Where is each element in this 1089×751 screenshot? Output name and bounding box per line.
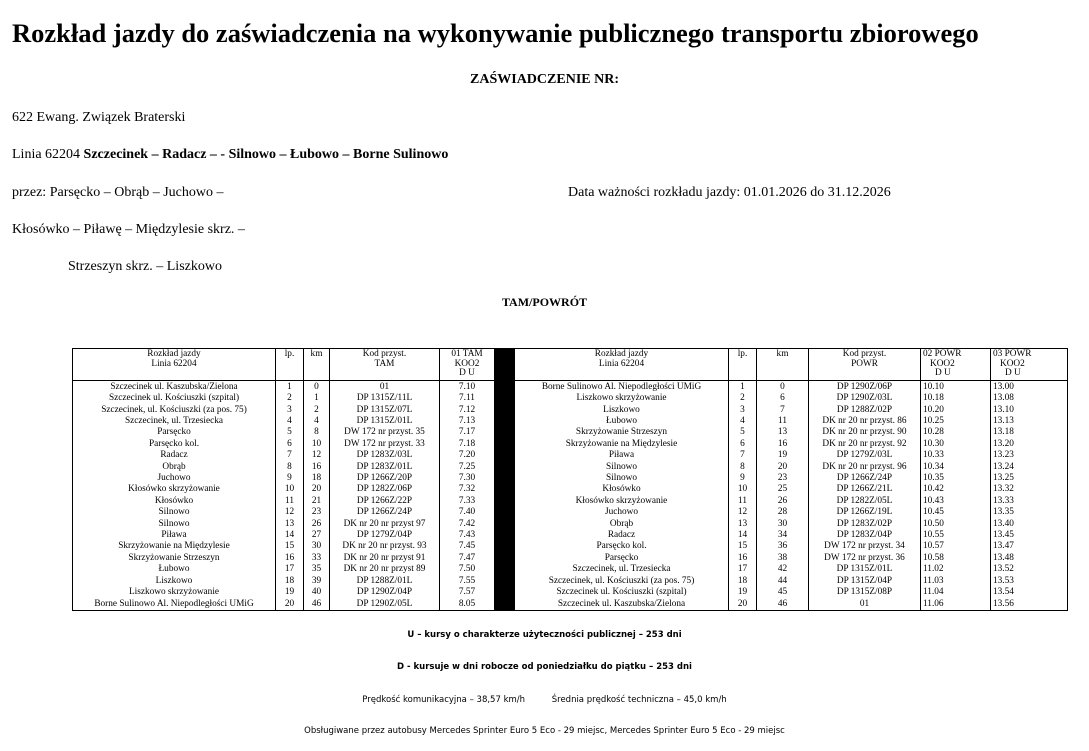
cell-time-03: 13.45 bbox=[991, 530, 1068, 541]
validity-dates: Data ważności rozkładu jazdy: 01.01.2026 do 31.12.2026 bbox=[568, 185, 891, 200]
cell-time-02: 10.25 bbox=[921, 416, 991, 427]
line-number: Linia 62204 bbox=[12, 147, 81, 162]
cell-inbound-lp: 13 bbox=[729, 519, 757, 530]
header-inbound-km: km bbox=[757, 349, 809, 381]
cell-time-02: 10.34 bbox=[921, 462, 991, 473]
table-row bbox=[73, 576, 1068, 587]
cell-outbound-lp: 5 bbox=[276, 427, 304, 438]
table-separator bbox=[495, 564, 515, 575]
cell-inbound-km: 26 bbox=[757, 496, 809, 507]
header-course-03: 03 POWR KOO2 D U bbox=[991, 349, 1068, 381]
cell-time-03: 13.35 bbox=[991, 507, 1068, 518]
cell-inbound-stop: Skrzyżowanie na Międzylesie bbox=[515, 439, 729, 450]
header-outbound-lp: lp. bbox=[276, 349, 304, 381]
cell-time-03: 13.53 bbox=[991, 576, 1068, 587]
cell-outbound-code: DP 1266Z/24P bbox=[330, 507, 440, 518]
cell-time-03: 13.52 bbox=[991, 564, 1068, 575]
cell-time-03: 13.54 bbox=[991, 587, 1068, 598]
cell-inbound-lp: 7 bbox=[729, 450, 757, 461]
table-separator bbox=[495, 576, 515, 587]
table-row bbox=[73, 530, 1068, 541]
cell-inbound-km: 7 bbox=[757, 405, 809, 416]
cell-time-02: 10.10 bbox=[921, 380, 991, 393]
cell-outbound-km: 39 bbox=[304, 576, 330, 587]
cell-time-03: 13.10 bbox=[991, 405, 1068, 416]
header-outbound-km: km bbox=[304, 349, 330, 381]
table-separator bbox=[495, 484, 515, 495]
cell-inbound-code: DK nr 20 nr przyst. 96 bbox=[809, 462, 921, 473]
cell-outbound-km: 16 bbox=[304, 462, 330, 473]
cell-time-03: 13.25 bbox=[991, 473, 1068, 484]
cell-inbound-code: DP 1315Z/01L bbox=[809, 564, 921, 575]
cell-outbound-lp: 20 bbox=[276, 599, 304, 611]
cell-inbound-lp: 10 bbox=[729, 484, 757, 495]
cell-outbound-code: DP 1266Z/22P bbox=[330, 496, 440, 507]
cell-outbound-stop: Radacz bbox=[73, 450, 276, 461]
cell-outbound-code: DK nr 20 nr przyst 97 bbox=[330, 519, 440, 530]
cell-time-03: 13.23 bbox=[991, 450, 1068, 461]
cell-time-01: 7.47 bbox=[440, 553, 495, 564]
cell-outbound-stop: Silnowo bbox=[73, 519, 276, 530]
cell-outbound-stop: Szczecinek, ul. Kościuszki (za pos. 75) bbox=[73, 405, 276, 416]
cell-inbound-stop: Piława bbox=[515, 450, 729, 461]
cell-outbound-code: DP 1279Z/04P bbox=[330, 530, 440, 541]
table-row bbox=[73, 507, 1068, 518]
cell-inbound-lp: 19 bbox=[729, 587, 757, 598]
table-row bbox=[73, 380, 1068, 393]
cell-outbound-stop: Kłosówko bbox=[73, 496, 276, 507]
cell-time-03: 13.18 bbox=[991, 427, 1068, 438]
table-row bbox=[73, 541, 1068, 552]
cell-inbound-code: DP 1315Z/08P bbox=[809, 587, 921, 598]
cell-outbound-code: DK nr 20 nr przyst 89 bbox=[330, 564, 440, 575]
cell-outbound-lp: 10 bbox=[276, 484, 304, 495]
cell-outbound-stop: Szczecinek, ul. Trzesiecka bbox=[73, 416, 276, 427]
cell-time-03: 13.24 bbox=[991, 462, 1068, 473]
cell-outbound-code: DW 172 nr przyst. 35 bbox=[330, 427, 440, 438]
cell-outbound-km: 26 bbox=[304, 519, 330, 530]
cell-outbound-code: DP 1290Z/05L bbox=[330, 599, 440, 611]
cell-time-02: 10.45 bbox=[921, 507, 991, 518]
table-separator bbox=[495, 496, 515, 507]
cell-outbound-code: DP 1282Z/06P bbox=[330, 484, 440, 495]
cell-inbound-lp: 17 bbox=[729, 564, 757, 575]
cell-inbound-km: 11 bbox=[757, 416, 809, 427]
cell-time-02: 10.35 bbox=[921, 473, 991, 484]
table-row bbox=[73, 587, 1068, 598]
cell-time-01: 7.57 bbox=[440, 587, 495, 598]
cell-inbound-km: 44 bbox=[757, 576, 809, 587]
table-separator bbox=[495, 427, 515, 438]
direction-heading: TAM/POWRÓT bbox=[501, 295, 588, 309]
cell-outbound-km: 10 bbox=[304, 439, 330, 450]
table-separator bbox=[495, 507, 515, 518]
cell-outbound-code: DP 1315Z/07L bbox=[330, 405, 440, 416]
cell-outbound-lp: 19 bbox=[276, 587, 304, 598]
cell-outbound-code: DK nr 20 nr przyst 91 bbox=[330, 553, 440, 564]
cell-inbound-lp: 18 bbox=[729, 576, 757, 587]
table-separator bbox=[495, 349, 515, 381]
cell-inbound-code: DP 1283Z/02P bbox=[809, 519, 921, 530]
table-row bbox=[73, 599, 1068, 611]
header-outbound-code: Kod przyst. TAM bbox=[330, 349, 440, 381]
cell-time-02: 10.18 bbox=[921, 393, 991, 404]
cell-outbound-lp: 13 bbox=[276, 519, 304, 530]
cell-outbound-stop: Skrzyżowanie na Międzylesie bbox=[73, 541, 276, 552]
cell-inbound-km: 38 bbox=[757, 553, 809, 564]
cell-outbound-km: 35 bbox=[304, 564, 330, 575]
cell-time-01: 7.12 bbox=[440, 405, 495, 416]
cell-inbound-stop: Parsęcko bbox=[515, 553, 729, 564]
cell-inbound-km: 19 bbox=[757, 450, 809, 461]
cell-time-03: 13.56 bbox=[991, 599, 1068, 611]
cell-inbound-lp: 20 bbox=[729, 599, 757, 611]
cell-outbound-lp: 4 bbox=[276, 416, 304, 427]
cell-inbound-code: DK nr 20 nr przyst. 92 bbox=[809, 439, 921, 450]
route-name: Szczecinek – Radacz – - Silnowo – Łubowo – Borne Sulinowo bbox=[83, 147, 449, 162]
cell-inbound-code: DW 172 nr przyst. 36 bbox=[809, 553, 921, 564]
cell-time-02: 10.58 bbox=[921, 553, 991, 564]
header-course-02: 02 POWR KOO2 D U bbox=[921, 349, 991, 381]
cell-inbound-code: DK nr 20 nr przyst. 90 bbox=[809, 427, 921, 438]
cell-time-01: 8.05 bbox=[440, 599, 495, 611]
cell-time-03: 13.00 bbox=[991, 380, 1068, 393]
cell-outbound-km: 1 bbox=[304, 393, 330, 404]
speed-info bbox=[0, 695, 1089, 705]
table-row bbox=[73, 564, 1068, 575]
table-separator bbox=[495, 541, 515, 552]
cell-inbound-km: 23 bbox=[757, 473, 809, 484]
cell-time-01: 7.30 bbox=[440, 473, 495, 484]
cell-inbound-km: 30 bbox=[757, 519, 809, 530]
cell-outbound-lp: 3 bbox=[276, 405, 304, 416]
operator-name: 622 Ewang. Związek Braterski bbox=[12, 110, 186, 125]
cell-outbound-stop: Piława bbox=[73, 530, 276, 541]
cell-inbound-stop: Borne Sulinowo Al. Niepodległości UMiG bbox=[515, 380, 729, 393]
cell-outbound-stop: Liszkowo skrzyżowanie bbox=[73, 587, 276, 598]
cell-inbound-lp: 5 bbox=[729, 427, 757, 438]
cell-outbound-code: DP 1288Z/01L bbox=[330, 576, 440, 587]
cell-outbound-lp: 7 bbox=[276, 450, 304, 461]
cell-time-02: 11.04 bbox=[921, 587, 991, 598]
table-row bbox=[73, 450, 1068, 461]
header-inbound-code: Kod przyst. POWR bbox=[809, 349, 921, 381]
note-d: D - kursuje w dni robocze od poniedziałku do piątku – 253 dni bbox=[397, 662, 692, 672]
cell-time-02: 11.03 bbox=[921, 576, 991, 587]
certificate-number: ZAŚWIADCZENIE NR: bbox=[470, 72, 619, 87]
route-via-3: Strzeszyn skrz. – Liszkowo bbox=[68, 259, 222, 274]
fleet-info: Obsługiwane przez autobusy Mercedes Sprinter Euro 5 Eco - 29 miejsc, Mercedes Sprinter Euro 5 Eco - 29 miejsc bbox=[304, 726, 785, 736]
cell-outbound-km: 12 bbox=[304, 450, 330, 461]
cell-inbound-stop: Liszkowo skrzyżowanie bbox=[515, 393, 729, 404]
cell-inbound-stop: Radacz bbox=[515, 530, 729, 541]
cell-inbound-stop: Liszkowo bbox=[515, 405, 729, 416]
cell-time-01: 7.55 bbox=[440, 576, 495, 587]
cell-outbound-stop: Borne Sulinowo Al. Niepodległości UMiG bbox=[73, 599, 276, 611]
cell-time-03: 13.32 bbox=[991, 484, 1068, 495]
cell-outbound-stop: Juchowo bbox=[73, 473, 276, 484]
cell-inbound-code: DP 1266Z/24P bbox=[809, 473, 921, 484]
cell-outbound-km: 30 bbox=[304, 541, 330, 552]
cell-time-01: 7.43 bbox=[440, 530, 495, 541]
table-row bbox=[73, 519, 1068, 530]
cell-inbound-km: 36 bbox=[757, 541, 809, 552]
table-row bbox=[73, 439, 1068, 450]
cell-inbound-km: 20 bbox=[757, 462, 809, 473]
header-inbound-stop: Rozkład jazdy Linia 62204 bbox=[515, 349, 729, 381]
cell-time-02: 10.30 bbox=[921, 439, 991, 450]
cell-outbound-stop: Szczecinek ul. Kaszubska/Zielona bbox=[73, 380, 276, 393]
cell-time-02: 11.02 bbox=[921, 564, 991, 575]
timetable-header bbox=[73, 349, 1068, 381]
cell-inbound-stop: Łubowo bbox=[515, 416, 729, 427]
table-separator bbox=[495, 439, 515, 450]
table-separator bbox=[495, 462, 515, 473]
cell-inbound-stop: Szczecinek, ul. Trzesiecka bbox=[515, 564, 729, 575]
cell-outbound-km: 23 bbox=[304, 507, 330, 518]
cell-time-02: 10.42 bbox=[921, 484, 991, 495]
cell-time-01: 7.33 bbox=[440, 496, 495, 507]
cell-outbound-km: 27 bbox=[304, 530, 330, 541]
document-title: Rozkład jazdy do zaświadczenia na wykonywanie publicznego transportu zbiorowego bbox=[12, 18, 979, 48]
table-row bbox=[73, 405, 1068, 416]
cell-time-03: 13.08 bbox=[991, 393, 1068, 404]
cell-inbound-code: DP 1266Z/19L bbox=[809, 507, 921, 518]
table-row bbox=[73, 484, 1068, 495]
cell-outbound-code: DP 1315Z/01L bbox=[330, 416, 440, 427]
cell-inbound-lp: 6 bbox=[729, 439, 757, 450]
cell-outbound-lp: 12 bbox=[276, 507, 304, 518]
cell-outbound-km: 8 bbox=[304, 427, 330, 438]
table-separator bbox=[495, 393, 515, 404]
route-via-2: Kłosówko – Piławę – Międzylesie skrz. – bbox=[12, 222, 245, 237]
cell-inbound-code: DP 1282Z/05L bbox=[809, 496, 921, 507]
table-row bbox=[73, 496, 1068, 507]
cell-inbound-code: DP 1266Z/21L bbox=[809, 484, 921, 495]
cell-inbound-code: DP 1315Z/04P bbox=[809, 576, 921, 587]
cell-outbound-km: 2 bbox=[304, 405, 330, 416]
header-course-01: 01 TAM KOO2 D U bbox=[440, 349, 495, 381]
cell-inbound-lp: 16 bbox=[729, 553, 757, 564]
table-row bbox=[73, 473, 1068, 484]
speed-technical: Średnia prędkość techniczna – 45,0 km/h bbox=[551, 695, 727, 705]
cell-time-02: 10.55 bbox=[921, 530, 991, 541]
header-outbound-stop: Rozkład jazdy Linia 62204 bbox=[73, 349, 276, 381]
cell-inbound-lp: 8 bbox=[729, 462, 757, 473]
cell-inbound-code: DP 1290Z/06P bbox=[809, 380, 921, 393]
cell-outbound-code: DP 1283Z/03L bbox=[330, 450, 440, 461]
cell-inbound-stop: Obrąb bbox=[515, 519, 729, 530]
table-row bbox=[73, 427, 1068, 438]
table-row bbox=[73, 416, 1068, 427]
cell-time-01: 7.20 bbox=[440, 450, 495, 461]
cell-inbound-stop: Skrzyżowanie Strzeszyn bbox=[515, 427, 729, 438]
cell-outbound-code: DP 1290Z/04P bbox=[330, 587, 440, 598]
cell-inbound-stop: Kłosówko skrzyżowanie bbox=[515, 496, 729, 507]
cell-outbound-km: 18 bbox=[304, 473, 330, 484]
cell-outbound-stop: Liszkowo bbox=[73, 576, 276, 587]
cell-outbound-lp: 6 bbox=[276, 439, 304, 450]
cell-outbound-lp: 15 bbox=[276, 541, 304, 552]
cell-inbound-stop: Szczecinek ul. Kaszubska/Zielona bbox=[515, 599, 729, 611]
table-row bbox=[73, 393, 1068, 404]
cell-inbound-lp: 15 bbox=[729, 541, 757, 552]
cell-inbound-km: 46 bbox=[757, 599, 809, 611]
cell-outbound-km: 40 bbox=[304, 587, 330, 598]
cell-inbound-code: DP 1279Z/03L bbox=[809, 450, 921, 461]
cell-inbound-stop: Juchowo bbox=[515, 507, 729, 518]
cell-time-02: 10.28 bbox=[921, 427, 991, 438]
timetable bbox=[72, 348, 1068, 611]
table-separator bbox=[495, 416, 515, 427]
cell-inbound-stop: Silnowo bbox=[515, 462, 729, 473]
cell-inbound-km: 28 bbox=[757, 507, 809, 518]
cell-time-03: 13.40 bbox=[991, 519, 1068, 530]
cell-outbound-stop: Łubowo bbox=[73, 564, 276, 575]
table-separator bbox=[495, 553, 515, 564]
table-separator bbox=[495, 450, 515, 461]
cell-time-01: 7.11 bbox=[440, 393, 495, 404]
cell-time-03: 13.33 bbox=[991, 496, 1068, 507]
cell-time-01: 7.10 bbox=[440, 380, 495, 393]
cell-outbound-lp: 14 bbox=[276, 530, 304, 541]
table-separator bbox=[495, 599, 515, 611]
cell-outbound-km: 20 bbox=[304, 484, 330, 495]
cell-outbound-lp: 17 bbox=[276, 564, 304, 575]
cell-time-01: 7.40 bbox=[440, 507, 495, 518]
cell-inbound-lp: 4 bbox=[729, 416, 757, 427]
cell-time-02: 10.20 bbox=[921, 405, 991, 416]
route-line bbox=[12, 147, 448, 163]
cell-inbound-code: DP 1288Z/02P bbox=[809, 405, 921, 416]
route-via-1: przez: Parsęcko – Obrąb – Juchowo – bbox=[12, 185, 224, 200]
cell-outbound-lp: 1 bbox=[276, 380, 304, 393]
cell-outbound-lp: 16 bbox=[276, 553, 304, 564]
cell-inbound-lp: 11 bbox=[729, 496, 757, 507]
cell-inbound-km: 16 bbox=[757, 439, 809, 450]
cell-time-02: 10.57 bbox=[921, 541, 991, 552]
cell-inbound-lp: 2 bbox=[729, 393, 757, 404]
cell-outbound-lp: 9 bbox=[276, 473, 304, 484]
cell-outbound-stop: Parsęcko kol. bbox=[73, 439, 276, 450]
cell-time-03: 13.13 bbox=[991, 416, 1068, 427]
cell-outbound-code: DP 1315Z/11L bbox=[330, 393, 440, 404]
table-row bbox=[73, 553, 1068, 564]
cell-outbound-stop: Szczecinek ul. Kościuszki (szpital) bbox=[73, 393, 276, 404]
cell-time-01: 7.13 bbox=[440, 416, 495, 427]
cell-inbound-km: 25 bbox=[757, 484, 809, 495]
cell-inbound-stop: Szczecinek, ul. Kościuszki (za pos. 75) bbox=[515, 576, 729, 587]
cell-outbound-lp: 2 bbox=[276, 393, 304, 404]
table-row bbox=[73, 462, 1068, 473]
table-separator bbox=[495, 405, 515, 416]
cell-outbound-code: DK nr 20 nr przyst. 93 bbox=[330, 541, 440, 552]
cell-inbound-code: DP 1290Z/03L bbox=[809, 393, 921, 404]
cell-inbound-stop: Silnowo bbox=[515, 473, 729, 484]
cell-outbound-km: 0 bbox=[304, 380, 330, 393]
cell-time-02: 11.06 bbox=[921, 599, 991, 611]
cell-outbound-km: 46 bbox=[304, 599, 330, 611]
cell-outbound-stop: Skrzyżowanie Strzeszyn bbox=[73, 553, 276, 564]
table-separator bbox=[495, 530, 515, 541]
cell-inbound-code: DK nr 20 nr przyst. 86 bbox=[809, 416, 921, 427]
cell-outbound-stop: Parsęcko bbox=[73, 427, 276, 438]
cell-time-02: 10.43 bbox=[921, 496, 991, 507]
cell-time-01: 7.50 bbox=[440, 564, 495, 575]
cell-outbound-km: 33 bbox=[304, 553, 330, 564]
cell-time-03: 13.48 bbox=[991, 553, 1068, 564]
cell-inbound-lp: 1 bbox=[729, 380, 757, 393]
cell-inbound-km: 6 bbox=[757, 393, 809, 404]
cell-inbound-lp: 14 bbox=[729, 530, 757, 541]
cell-time-03: 13.20 bbox=[991, 439, 1068, 450]
cell-inbound-stop: Szczecinek ul. Kościuszki (szpital) bbox=[515, 587, 729, 598]
cell-time-01: 7.32 bbox=[440, 484, 495, 495]
cell-inbound-lp: 3 bbox=[729, 405, 757, 416]
cell-time-03: 13.47 bbox=[991, 541, 1068, 552]
table-separator bbox=[495, 587, 515, 598]
header-inbound-lp: lp. bbox=[729, 349, 757, 381]
cell-outbound-stop: Obrąb bbox=[73, 462, 276, 473]
table-separator bbox=[495, 519, 515, 530]
cell-outbound-stop: Silnowo bbox=[73, 507, 276, 518]
cell-outbound-stop: Kłosówko skrzyżowanie bbox=[73, 484, 276, 495]
speed-commercial: Prędkość komunikacyjna – 38,57 km/h bbox=[362, 695, 526, 705]
cell-outbound-lp: 18 bbox=[276, 576, 304, 587]
cell-outbound-lp: 11 bbox=[276, 496, 304, 507]
cell-inbound-lp: 12 bbox=[729, 507, 757, 518]
cell-outbound-lp: 8 bbox=[276, 462, 304, 473]
cell-time-01: 7.18 bbox=[440, 439, 495, 450]
cell-inbound-km: 42 bbox=[757, 564, 809, 575]
cell-inbound-code: 01 bbox=[809, 599, 921, 611]
cell-outbound-km: 4 bbox=[304, 416, 330, 427]
cell-time-02: 10.33 bbox=[921, 450, 991, 461]
cell-time-01: 7.45 bbox=[440, 541, 495, 552]
cell-outbound-km: 21 bbox=[304, 496, 330, 507]
cell-inbound-stop: Parsęcko kol. bbox=[515, 541, 729, 552]
cell-outbound-code: DP 1283Z/01L bbox=[330, 462, 440, 473]
cell-inbound-km: 0 bbox=[757, 380, 809, 393]
cell-time-01: 7.42 bbox=[440, 519, 495, 530]
cell-time-01: 7.25 bbox=[440, 462, 495, 473]
cell-outbound-code: DW 172 nr przyst. 33 bbox=[330, 439, 440, 450]
table-separator bbox=[495, 473, 515, 484]
cell-inbound-code: DW 172 nr przyst. 34 bbox=[809, 541, 921, 552]
cell-inbound-km: 13 bbox=[757, 427, 809, 438]
cell-outbound-code: 01 bbox=[330, 380, 440, 393]
cell-inbound-code: DP 1283Z/04P bbox=[809, 530, 921, 541]
table-separator bbox=[495, 380, 515, 393]
cell-outbound-code: DP 1266Z/20P bbox=[330, 473, 440, 484]
note-u: U – kursy o charakterze użyteczności publicznej – 253 dni bbox=[407, 630, 682, 640]
cell-time-01: 7.17 bbox=[440, 427, 495, 438]
cell-time-02: 10.50 bbox=[921, 519, 991, 530]
cell-inbound-lp: 9 bbox=[729, 473, 757, 484]
cell-inbound-stop: Kłosówko bbox=[515, 484, 729, 495]
cell-inbound-km: 45 bbox=[757, 587, 809, 598]
cell-inbound-km: 34 bbox=[757, 530, 809, 541]
